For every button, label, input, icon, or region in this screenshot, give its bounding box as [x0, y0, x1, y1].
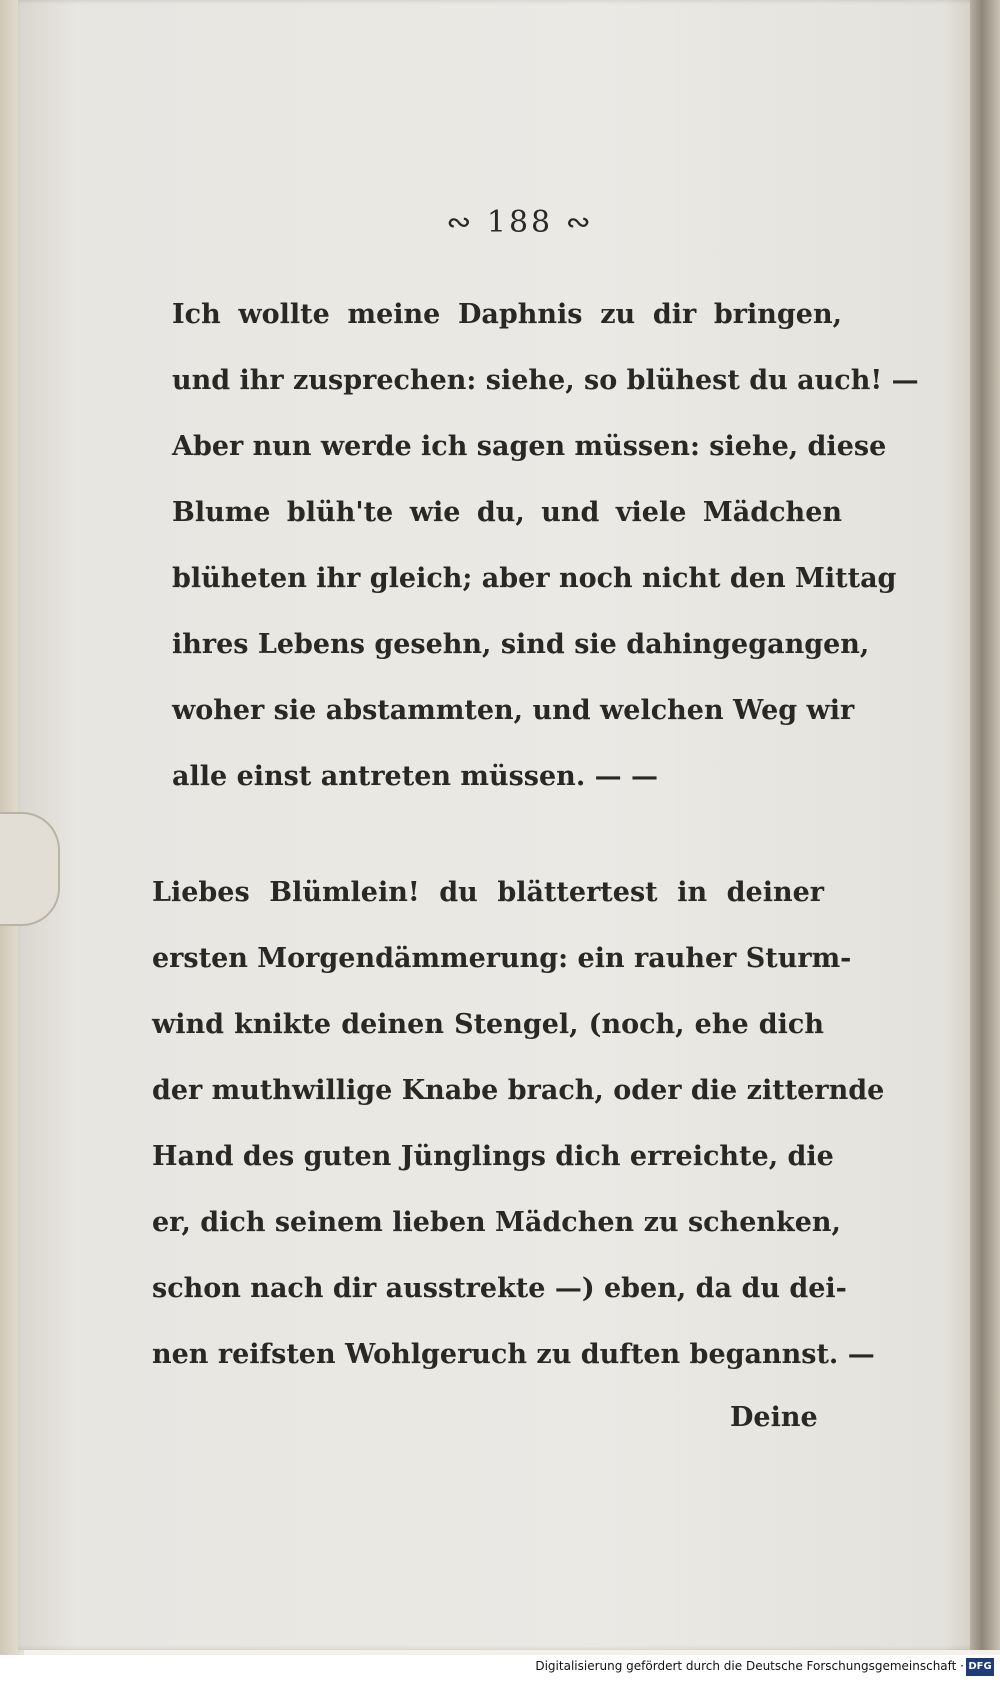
text-line: und ihr zusprechen: siehe, so blühest du auch! —	[172, 365, 919, 396]
text-line: alle einst antreten müssen. — —	[172, 761, 659, 792]
text-line: Aber nun werde ich sagen müssen: siehe, diese	[172, 431, 887, 462]
text-line: der muthwillige Knabe brach, oder die zitternde	[152, 1075, 885, 1106]
paragraph-2	[152, 860, 885, 1388]
text-line: Hand des guten Jünglings dich erreichte, die	[152, 1141, 834, 1172]
funding-credit: Digitalisierung gefördert durch die Deutsche Forschungsgemeinschaft ·	[535, 1659, 964, 1673]
digitization-footer	[0, 1655, 1000, 1683]
page-number: ∾ 188 ∾	[446, 205, 594, 240]
text-line: Blume blüh'te wie du, und viele Mädchen	[172, 497, 842, 528]
book-page	[18, 0, 982, 1650]
catchword: Deine	[730, 1402, 818, 1433]
text-line: ihres Lebens gesehn, sind sie dahingegangen,	[172, 629, 870, 660]
text-line: nen reifsten Wohlgeruch zu duften begannst. —	[152, 1339, 875, 1370]
text-line: schon nach dir ausstrekte —) eben, da du dei-	[152, 1273, 847, 1304]
text-line: wind knikte deinen Stengel, (noch, ehe dich	[152, 1009, 824, 1040]
text-line: blüheten ihr gleich; aber noch nicht den Mittag	[172, 563, 897, 594]
text-line: woher sie abstammten, und welchen Weg wir	[172, 695, 855, 726]
dfg-logo: DFG	[966, 1658, 994, 1676]
paragraph-1	[172, 282, 919, 810]
text-line: ersten Morgendämmerung: ein rauher Sturm-	[152, 943, 852, 974]
text-line: er, dich seinem lieben Mädchen zu schenken,	[152, 1207, 841, 1238]
text-line: Ich wollte meine Daphnis zu dir bringen,	[172, 299, 842, 330]
page-stack-edge	[970, 0, 1000, 1650]
page-tab-marker	[0, 812, 60, 926]
text-line: Liebes Blümlein! du blättertest in deiner	[152, 877, 824, 908]
